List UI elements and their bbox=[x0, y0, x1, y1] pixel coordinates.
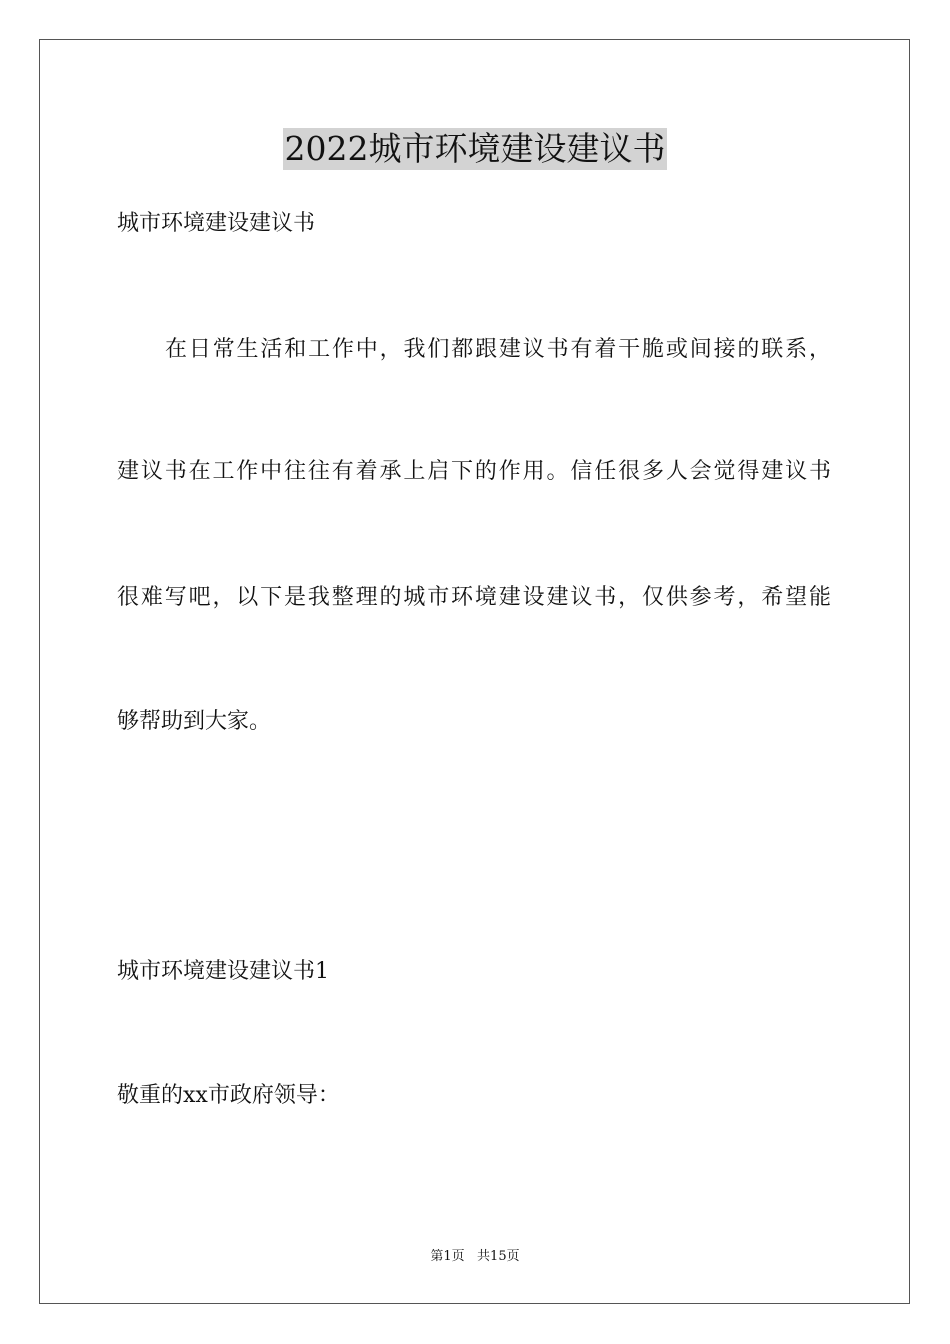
page-footer: 第1页 共15页 bbox=[430, 1249, 520, 1264]
document-title-wrapper bbox=[0, 128, 950, 170]
section-heading: 城市环境建设建议书1 bbox=[117, 959, 329, 984]
intro-line-4: 够帮助到大家。 bbox=[117, 709, 272, 734]
intro-line-1: 在日常生活和工作中，我们都跟建议书有着干脆或间接的联系， bbox=[165, 337, 831, 362]
document-subtitle: 城市环境建设建议书 bbox=[117, 211, 316, 236]
salutation: 敬重的xx市政府领导： bbox=[117, 1083, 340, 1108]
intro-line-3: 很难写吧，以下是我整理的城市环境建设建议书，仅供参考，希望能 bbox=[117, 585, 831, 610]
intro-line-2: 建议书在工作中往往有着承上启下的作用。信任很多人会觉得建议书 bbox=[117, 459, 831, 484]
document-title: 2022城市环境建设建议书 bbox=[284, 129, 666, 168]
